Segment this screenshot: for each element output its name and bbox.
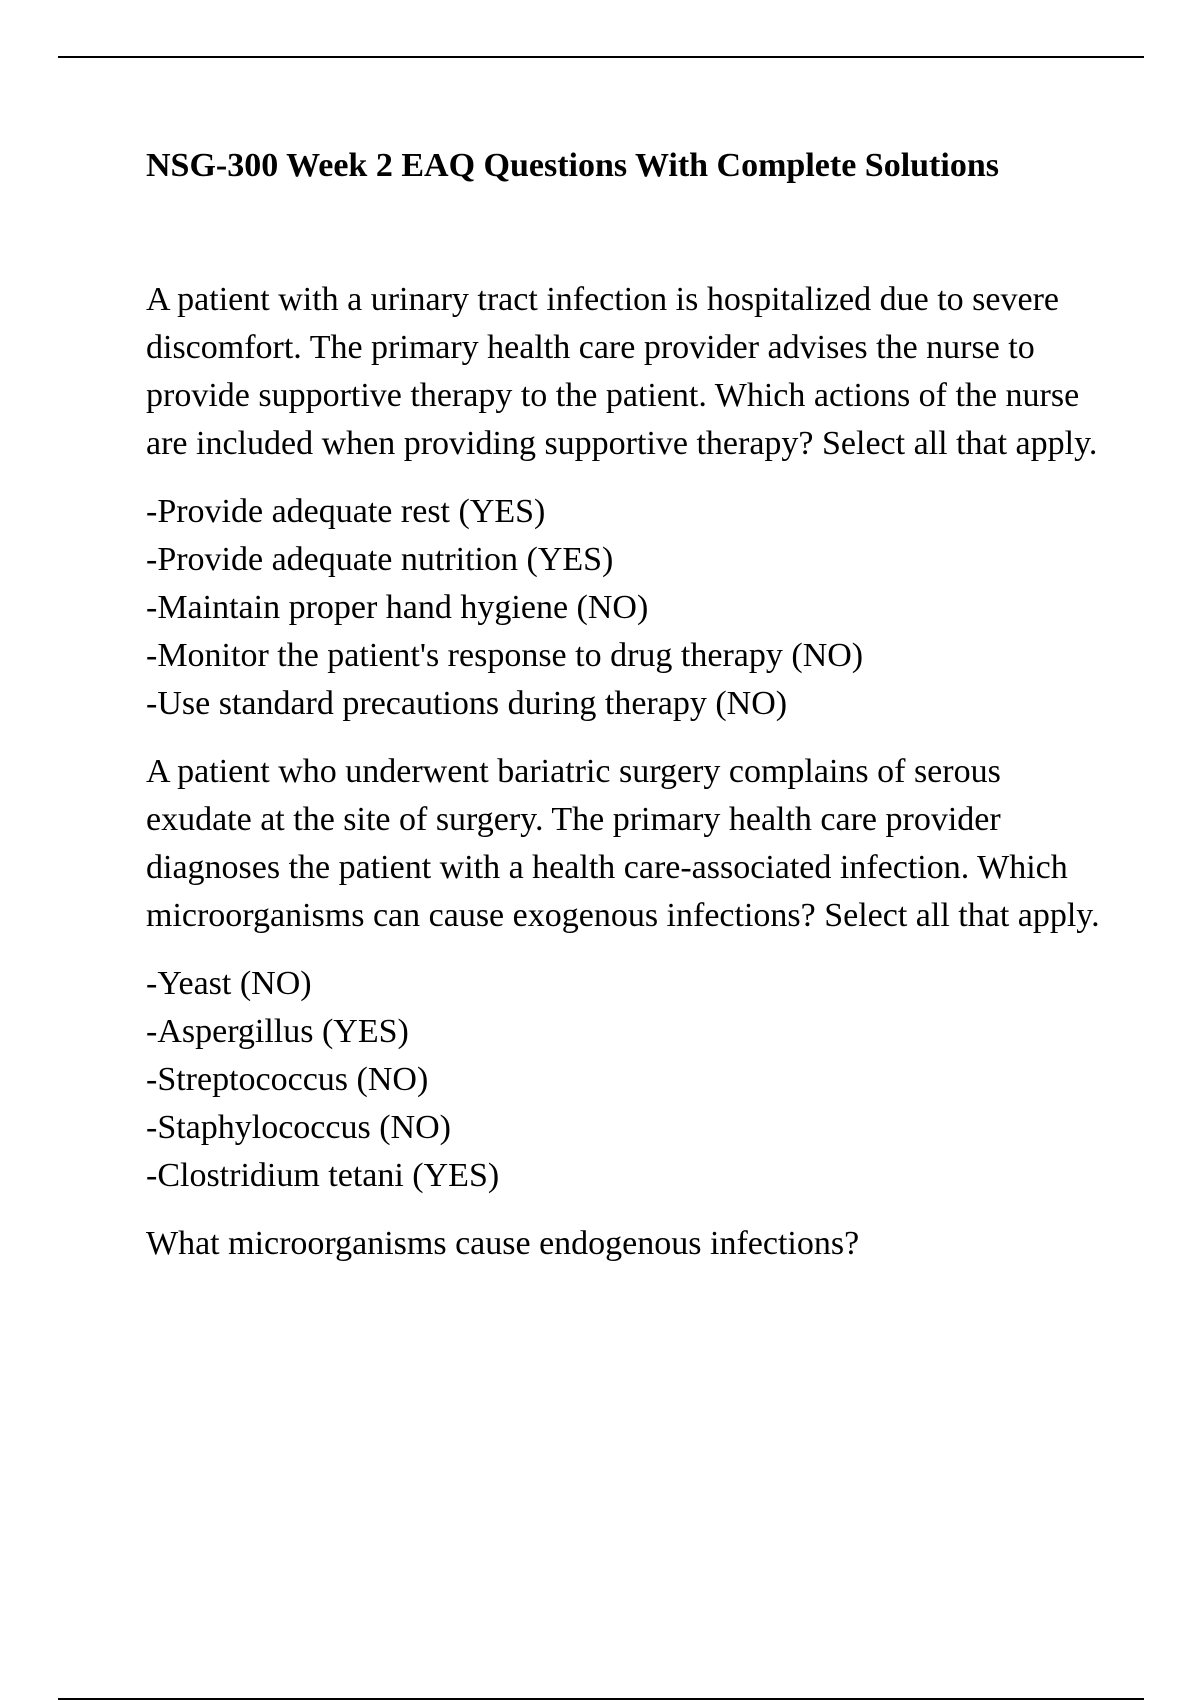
option-item: -Monitor the patient's response to drug therapy (NO) — [146, 637, 864, 674]
option-item: -Yeast (NO) — [146, 965, 312, 1002]
question-1-options — [146, 488, 1106, 728]
document-title: NSG-300 Week 2 EAQ Questions With Complete Solutions — [146, 147, 999, 184]
question-3-text: What microorganisms cause endogenous infections? — [146, 1225, 860, 1262]
option-item: -Clostridium tetani (YES) — [146, 1157, 500, 1194]
option-item: -Provide adequate rest (YES) — [146, 493, 546, 530]
question-1 — [146, 276, 1106, 728]
question-2-options — [146, 960, 1106, 1200]
option-item: -Use standard precautions during therapy (NO) — [146, 685, 788, 722]
option-item: -Staphylococcus (NO) — [146, 1109, 451, 1146]
question-1-text: A patient with a urinary tract infection is hospitalized due to severe discomfort. The primary health care provider advises the nurse to provide supportive therapy to the patient. Which actions of the nurse are included when providing supportive therapy? Select all that apply. — [146, 281, 1098, 462]
option-item: -Streptococcus (NO) — [146, 1061, 429, 1098]
option-item: -Aspergillus (YES) — [146, 1013, 409, 1050]
top-rule — [58, 56, 1144, 58]
option-item: -Maintain proper hand hygiene (NO) — [146, 589, 649, 626]
question-3 — [146, 1220, 1106, 1268]
question-2 — [146, 748, 1106, 1200]
option-item: -Provide adequate nutrition (YES) — [146, 541, 614, 578]
document-content — [146, 140, 1106, 1288]
question-2-text: A patient who underwent bariatric surgery complains of serous exudate at the site of surgery. The primary health care provider diagnoses the patient with a health care-associated infection. Which microorganisms can cause exogenous infections? Select all that apply. — [146, 753, 1100, 934]
